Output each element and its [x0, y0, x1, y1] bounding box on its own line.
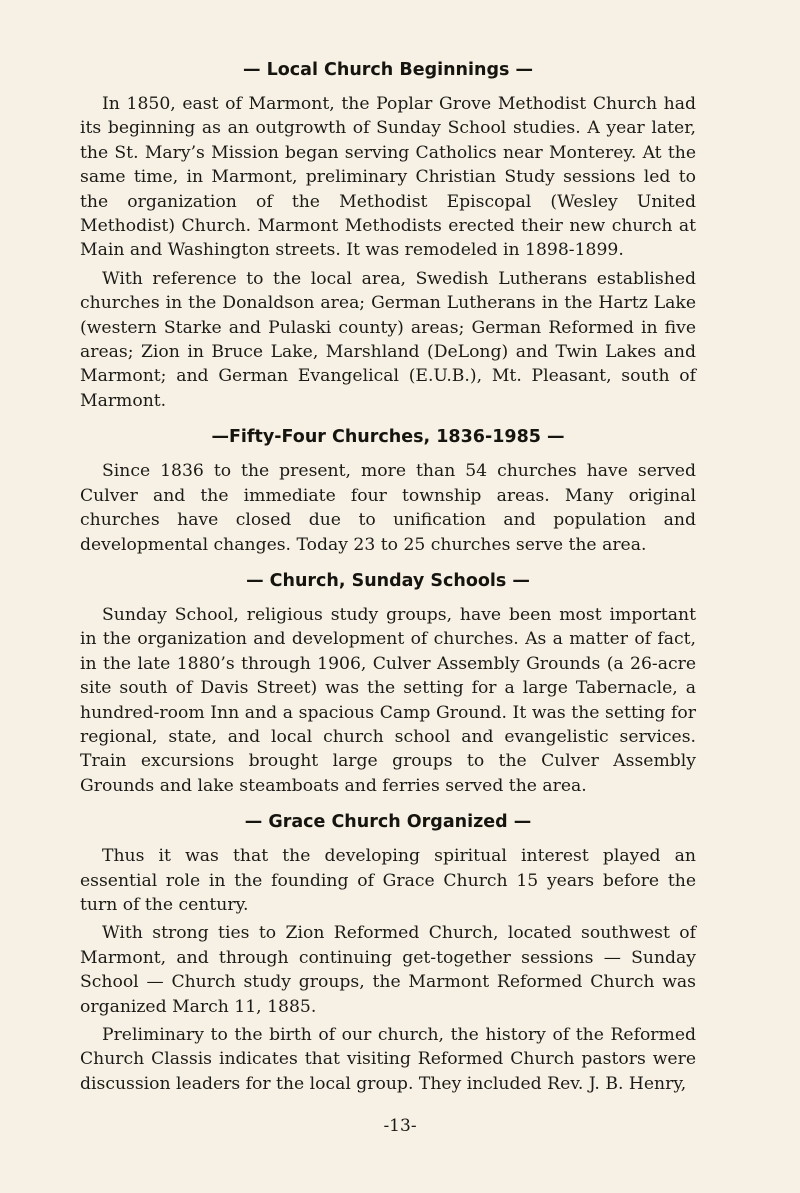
section-grace-church-organized: [80, 810, 696, 1096]
section-church-sunday-schools: [80, 569, 696, 798]
document-page: [80, 58, 696, 1100]
paragraph: Since 1836 to the present, more than 54 churches have served Culver and the immediate four township areas. Many original churches have closed due to unification and population and developmental changes. Today 23 to 25 churches serve the area.: [80, 461, 696, 555]
section-heading: — Church, Sunday Schools —: [246, 570, 530, 591]
paragraph: Sunday School, religious study groups, have been most important in the organization and development of churches. As a matter of fact, in the late 1880’s through 1906, Culver Assembly Grounds (a 26-acre site south of Davis Street) was the setting for a large Tabernacle, a hundred-room Inn and a spacious Camp Ground. It was the setting for regional, state, and local church school and evangelistic services. Train excursions brought large groups to the Culver Assembly Grounds and lake steamboats and ferries served the area.: [80, 604, 696, 796]
section-local-church-beginnings: [80, 58, 696, 413]
paragraph: With reference to the local area, Swedish Lutherans established churches in the Donaldson area; German Lutherans in the Hartz Lake (western Starke and Pulaski county) areas; German Reformed in five areas; Zion in Bruce Lake, Marshland (DeLong) and Twin Lakes and Marmont; and German Evangelical (E.U.B.), Mt. Pleasant, south of Marmont.: [80, 268, 696, 411]
page-number: -13-: [383, 1116, 417, 1136]
section-heading: —Fifty-Four Churches, 1836-1985 —: [211, 427, 565, 448]
section-fifty-four-churches: [80, 425, 696, 557]
section-heading: — Local Church Beginnings —: [243, 60, 533, 80]
section-heading: — Grace Church Organized —: [244, 812, 532, 833]
paragraph: In 1850, east of Marmont, the Poplar Grove Methodist Church had its beginning as an outgrowth of Sunday School studies. A year later, the St. Mary’s Mission began serving Catholics near Monterey. At the same time, in Marmont, preliminary Christian Study sessions led to the organization of the Methodist Episcopal (Wesley United Methodist) Church. Marmont Methodists erected their new church at Main and Washington streets. It was remodeled in 1898-1899.: [80, 94, 696, 261]
paragraph: With strong ties to Zion Reformed Church, located southwest of Marmont, and through continuing get-together sessions — Sunday School — Church study groups, the Marmont Reformed Church was organized March 11, 1885.: [80, 923, 696, 1017]
paragraph: Thus it was that the developing spiritual interest played an essential role in the founding of Grace Church 15 years before the turn of the century.: [80, 846, 696, 915]
paragraph: Preliminary to the birth of our church, the history of the Reformed Church Classis indicates that visiting Reformed Church pastors were discussion leaders for the local group. They included Rev. J. B. Henry,: [80, 1025, 696, 1094]
